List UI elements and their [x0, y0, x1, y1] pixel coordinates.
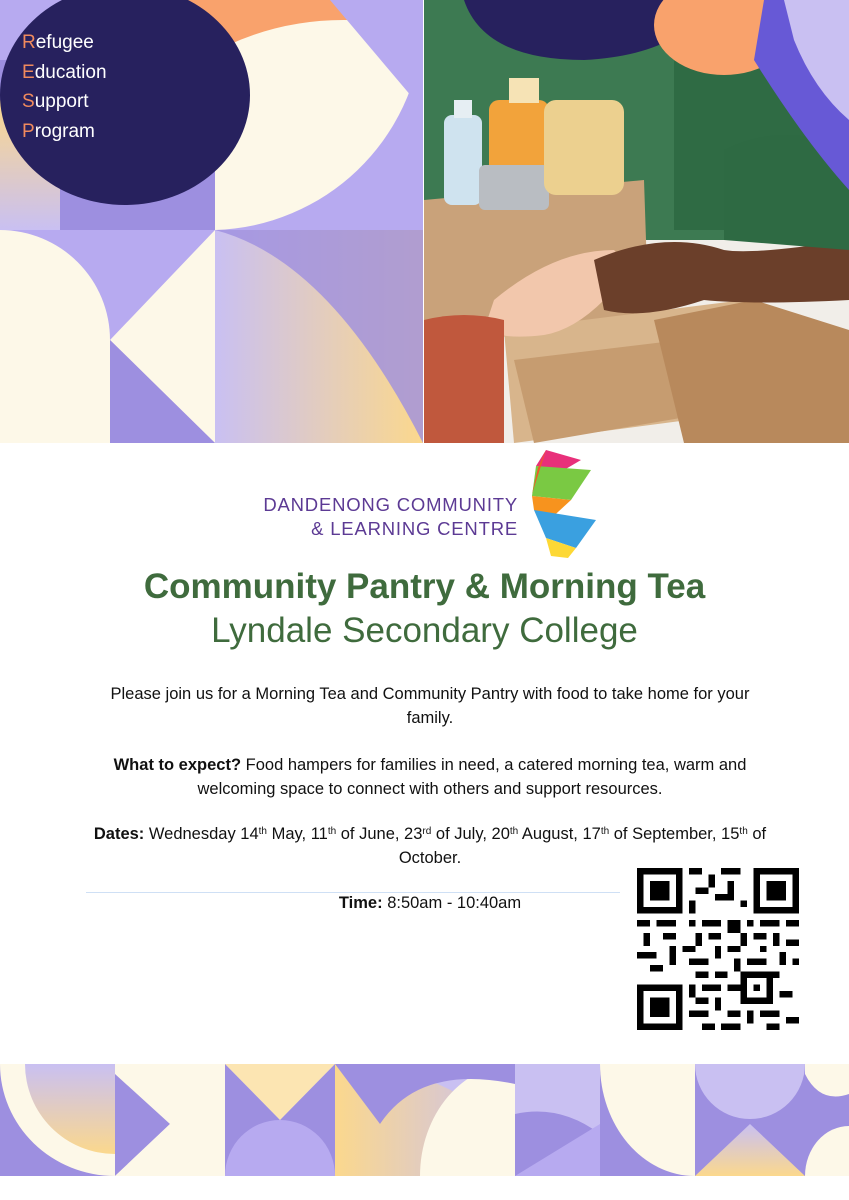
time-label: Time: — [338, 894, 383, 912]
dclc-logo-mark-icon — [532, 450, 596, 558]
program-line: Support — [22, 91, 89, 112]
event-subtitle: Lyndale Secondary College — [211, 611, 638, 650]
food-donation-photo — [424, 0, 849, 443]
program-line: Education — [22, 61, 107, 83]
footer-geometric-band — [0, 1064, 849, 1176]
expect-label: What to expect? — [113, 756, 242, 774]
divider — [86, 892, 620, 893]
program-badge — [22, 28, 222, 148]
program-line: Program — [22, 120, 95, 142]
intro-paragraph: Please join us for a Morning Tea and Community Pantry with food to take home for your family. — [110, 685, 750, 727]
what-to-expect-paragraph — [90, 753, 770, 801]
logo-text — [246, 493, 518, 541]
program-line: Refugee — [22, 32, 94, 53]
expect-text: Food hampers for families in need, a catered morning tea, warm and welcoming space to connect with others and support resources. — [197, 756, 747, 798]
logo-line-1: DANDENONG COMMUNITY — [263, 494, 518, 515]
time-value: 8:50am - 10:40am — [382, 894, 522, 912]
dates-paragraph: Dates: Wednesday 14th May, 11th of June, 23rd of July, 20th August, 17th of September, 15th of October. — [93, 825, 767, 867]
event-title: Community Pantry & Morning Tea — [143, 567, 706, 606]
dates-label: Dates: — [93, 825, 145, 843]
logo-line-2: & LEARNING CENTRE — [311, 518, 518, 539]
qr-code-icon[interactable] — [637, 868, 799, 1030]
